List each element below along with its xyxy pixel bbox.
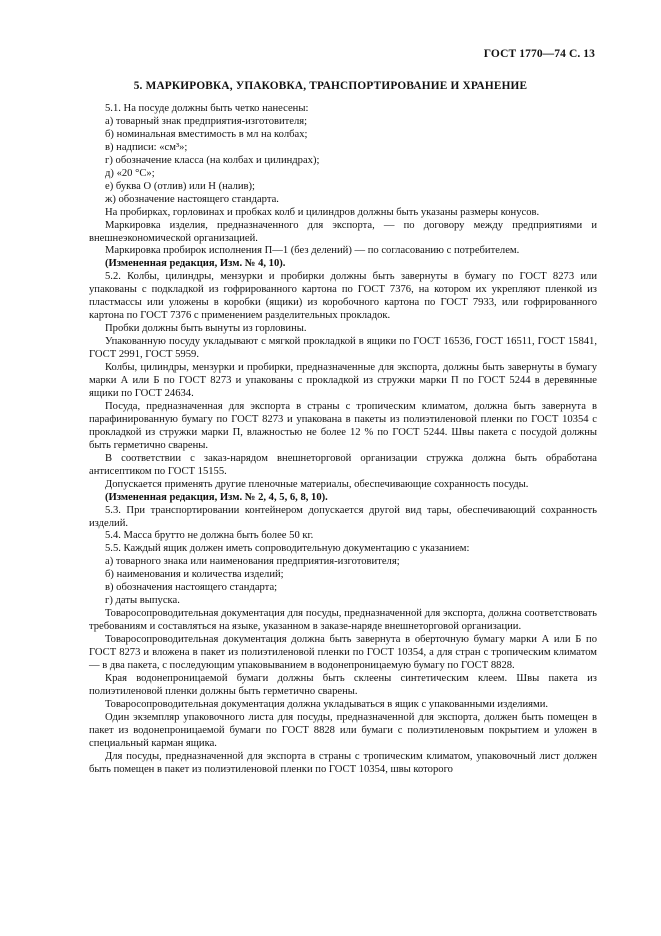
paragraph: 5.5. Каждый ящик должен иметь сопроводительную документацию с указанием: <box>105 543 470 555</box>
list-item: г) даты выпуска. <box>105 595 180 607</box>
list-item: в) надписи: «см³»; <box>105 141 188 153</box>
page-header: ГОСТ 1770—74 С. 13 <box>483 48 595 60</box>
paragraph: Посуда, предназначенная для экспорта в страны с тропическим климатом, должна быть завернута в парафинированную бумагу по ГОСТ 8273 и упакована в пакеты из полиэтиленовой пленки по ГОСТ 10354 с прокладкой из стружки марки П, влажностью не более 12 % по ГОСТ 5244. Швы пакета с посудой должны быть герметично сварены. <box>89 400 597 451</box>
list-item: е) буква О (отлив) или Н (налив); <box>105 180 255 192</box>
list-item: г) обозначение класса (на колбах и цилиндрах); <box>105 154 320 166</box>
amendment-note: (Измененная редакция, Изм. № 4, 10). <box>105 258 286 270</box>
paragraph: Один экземпляр упаковочного листа для посуды, предназначенной для экспорта, должен быть помещен в пакет из водонепроницаемой бумаги по ГОСТ 8828 или бумаги с полиэтиленовым покрытием и уложен в специальный карман ящика. <box>89 711 597 749</box>
paragraph: Допускается применять другие пленочные материалы, обеспечивающие сохранность посуды. <box>105 478 529 490</box>
paragraph: 5.4. Масса брутто не должна быть более 50 кг. <box>105 530 314 542</box>
list-item: ж) обозначение настоящего стандарта. <box>105 193 279 205</box>
paragraph: Пробки должны быть вынуты из горловины. <box>105 323 307 335</box>
list-item: а) товарный знак предприятия-изготовителя; <box>105 115 308 127</box>
list-item: д) «20 °С»; <box>105 167 155 179</box>
paragraph: Товаросопроводительная документация должна быть завернута в оберточную бумагу марки А или Б по ГОСТ 8273 и вложена в пакет из полиэтиленовой пленки по ГОСТ 10354, а для стран с тропическим климатом — в два пакета, с последующим упаковыванием в водонепроницаемую бумагу по ГОСТ 8828. <box>89 634 597 671</box>
paragraph: 5.3. При транспортировании контейнером допускается другой вид тары, обеспечивающий сохранность изделий. <box>89 504 597 529</box>
paragraph: Для посуды, предназначенной для экспорта в страны с тропическим климатом, упаковочный лист должен быть помещен в пакет из полиэтиленовой пленки по ГОСТ 10354, швы которого <box>89 750 597 775</box>
paragraph: Маркировка пробирок исполнения П—1 (без делений) — по согласованию с потребителем. <box>105 245 520 257</box>
amendment-note: (Измененная редакция, Изм. № 2, 4, 5, 6, 8, 10). <box>105 491 328 503</box>
paragraph: На пробирках, горловинах и пробках колб и цилиндров должны быть указаны размеры конусов. <box>105 206 540 218</box>
list-item: б) наименования и количества изделий; <box>105 569 284 581</box>
list-item: б) номинальная вместимость в мл на колбах; <box>105 128 308 140</box>
paragraph: 5.2. Колбы, цилиндры, мензурки и пробирки должны быть завернуты в бумагу по ГОСТ 8273 или упакованы с подкладкой из гофрированного картона по ГОСТ 7376, на котором их укрепляют пленкой из пластмассы или уложены в коробки (ящики) из коробочного картона по ГОСТ 7933, или гофрированного картона по ГОСТ 7376 с применением разделительных прокладок. <box>89 271 597 322</box>
paragraph: Упакованную посуду укладывают с мягкой прокладкой в ящики по ГОСТ 16536, ГОСТ 16511, ГОСТ 15841, ГОСТ 2991, ГОСТ 5959. <box>89 336 597 361</box>
paragraph: Маркировка изделия, предназначенного для экспорта, — по договору между предприятиями и внешнеэкономической организацией. <box>89 219 597 244</box>
paragraph: 5.1. На посуде должны быть четко нанесены: <box>105 103 309 114</box>
paragraph: Товаросопроводительная документация должна укладываться в ящик с упакованными изделиями. <box>105 698 549 710</box>
paragraph: Колбы, цилиндры, мензурки и пробирки, предназначенные для экспорта, должны быть завернуты в бумагу марки А или Б по ГОСТ 8273 и упакованы с прокладкой из стружки марки П по ГОСТ 5244 в деревянные ящики по ГОСТ 24634. <box>89 362 597 399</box>
paragraph: В соответствии с заказ-нарядом внешнеторговой организации стружка должна быть обработана антисептиком по ГОСТ 15155. <box>89 452 597 477</box>
section-title: 5. МАРКИРОВКА, УПАКОВКА, ТРАНСПОРТИРОВАНИЕ И ХРАНЕНИЕ <box>133 80 528 92</box>
list-item: в) обозначения настоящего стандарта; <box>105 582 278 594</box>
paragraph: Края водонепроницаемой бумаги должны быть склеены синтетическим клеем. Швы пакета из полиэтиленовой пленки должны быть герметично сварены. <box>89 672 597 697</box>
list-item: а) товарного знака или наименования предприятия-изготовителя; <box>105 556 400 568</box>
section-body <box>89 103 597 777</box>
paragraph: Товаросопроводительная документация для посуды, предназначенной для экспорта, должна соответствовать требованиям и составляться на языке, указанном в заказе-наряде внешнеторговой организации. <box>89 608 597 633</box>
